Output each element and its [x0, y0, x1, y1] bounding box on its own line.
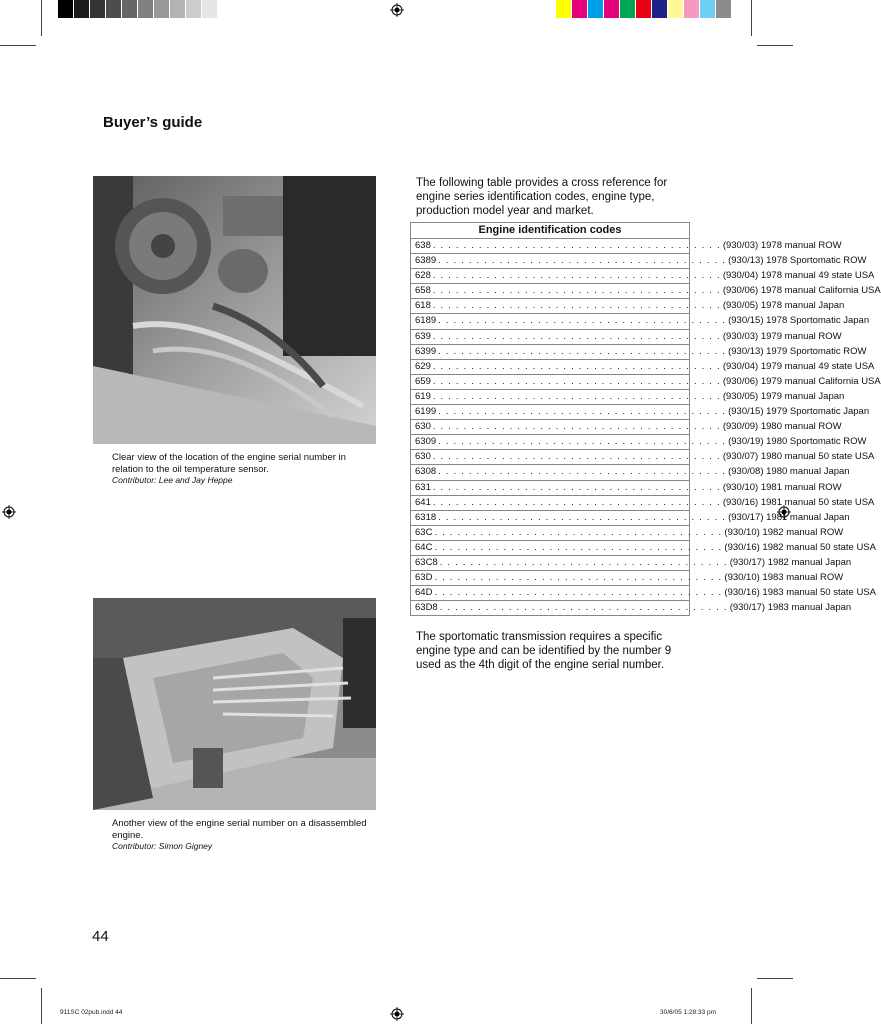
table-row	[411, 405, 870, 420]
table-row	[411, 345, 867, 360]
leader-dots: . . . . . . . . . . . . . . . . . . . . . . . . . . . . . . . . . . . . . .	[438, 436, 727, 448]
leader-dots: . . . . . . . . . . . . . . . . . . . . . . . . . . . . . . . . . . . . . .	[432, 360, 721, 372]
engine-code: 639	[415, 330, 431, 342]
engine-description: (930/15) 1979 Sportomatic Japan	[728, 406, 870, 418]
engine-code: 630	[415, 421, 431, 433]
color-swatch	[186, 0, 202, 18]
engine-description: (930/06) 1979 manual California USA	[722, 375, 881, 387]
table-row	[411, 284, 881, 299]
intro-paragraph: The following table provides a cross reference for engine series identification codes, engine type, production model year and market.	[416, 177, 668, 217]
engine-description: (930/19) 1980 Sportomatic ROW	[728, 436, 867, 448]
caption-contributor: Contributor: Lee and Jay Heppe	[112, 475, 233, 485]
engine-description: (930/10) 1982 manual ROW	[724, 526, 844, 538]
leader-dots: . . . . . . . . . . . . . . . . . . . . . . . . . . . . . . . . . . . . . .	[434, 541, 723, 553]
file-slug: 911SC 02pub.indd 44	[60, 1009, 123, 1016]
color-swatch	[74, 0, 90, 18]
engine-description: (930/13) 1979 Sportomatic ROW	[728, 345, 867, 357]
engine-code: 63D8	[415, 602, 438, 614]
color-swatch	[620, 0, 636, 18]
engine-code: 628	[415, 270, 431, 282]
table-row	[411, 450, 875, 465]
leader-dots: . . . . . . . . . . . . . . . . . . . . . . . . . . . . . . . . . . . . . .	[432, 481, 721, 493]
leader-dots: . . . . . . . . . . . . . . . . . . . . . . . . . . . . . . . . . . . . . .	[438, 511, 727, 523]
leader-dots: . . . . . . . . . . . . . . . . . . . . . . . . . . . . . . . . . . . . . .	[432, 330, 721, 342]
engine-description: (930/05) 1978 manual Japan	[722, 300, 845, 312]
color-swatch	[218, 0, 234, 18]
engine-code: 630	[415, 451, 431, 463]
engine-code: 638	[415, 240, 431, 251]
color-swatch	[716, 0, 732, 18]
leader-dots: . . . . . . . . . . . . . . . . . . . . . . . . . . . . . . . . . . . . . .	[432, 300, 721, 312]
leader-dots: . . . . . . . . . . . . . . . . . . . . . . . . . . . . . . . . . . . . . .	[432, 240, 721, 251]
engine-description: (930/08) 1980 manual Japan	[728, 466, 850, 478]
color-swatch	[122, 0, 138, 18]
color-swatch	[684, 0, 700, 18]
leader-dots: . . . . . . . . . . . . . . . . . . . . . . . . . . . . . . . . . . . . . .	[432, 496, 721, 508]
leader-dots: . . . . . . . . . . . . . . . . . . . . . . . . . . . . . . . . . . . . . .	[434, 572, 723, 584]
engine-description: (930/04) 1978 manual 49 state USA	[722, 270, 875, 282]
table-row	[411, 465, 850, 480]
figure-caption	[112, 818, 374, 853]
leader-dots: . . . . . . . . . . . . . . . . . . . . . . . . . . . . . . . . . . . . . .	[432, 451, 721, 463]
page-title: Buyer’s guide	[103, 114, 203, 131]
crop-mark	[757, 978, 793, 979]
leader-dots: . . . . . . . . . . . . . . . . . . . . . . . . . . . . . . . . . . . . . .	[438, 466, 727, 478]
engine-code: 64C	[415, 541, 433, 553]
crop-mark	[757, 45, 793, 46]
caption-contributor: Contributor: Simon Gigney	[112, 841, 213, 851]
page-number: 44	[92, 928, 109, 945]
engine-description: (930/13) 1978 Sportomatic ROW	[728, 255, 867, 267]
leader-dots: . . . . . . . . . . . . . . . . . . . . . . . . . . . . . . . . . . . . . .	[432, 375, 721, 387]
engine-code: 63C8	[415, 556, 438, 568]
leader-dots: . . . . . . . . . . . . . . . . . . . . . . . . . . . . . . . . . . . . . .	[432, 285, 721, 297]
engine-code: 658	[415, 285, 431, 297]
engine-description: (930/10) 1981 manual ROW	[722, 481, 842, 493]
engine-code: 63D	[415, 572, 433, 584]
table-body	[411, 239, 881, 616]
engine-description: (930/03) 1978 manual ROW	[722, 240, 842, 251]
table-row	[411, 420, 842, 435]
engine-code: 629	[415, 360, 431, 372]
table-row	[411, 601, 852, 616]
table-row	[411, 556, 852, 571]
registration-mark-icon	[390, 3, 404, 17]
table-row	[411, 360, 875, 375]
table-row	[411, 239, 842, 254]
engine-code: 6308	[415, 466, 437, 478]
engine-codes-table	[410, 222, 881, 616]
engine-description: (930/10) 1983 manual ROW	[724, 572, 844, 584]
table-row	[411, 481, 842, 496]
table-row	[411, 435, 867, 450]
color-swatch	[58, 0, 74, 18]
engine-description: (930/17) 1982 manual Japan	[729, 556, 852, 568]
engine-code: 64D	[415, 587, 433, 599]
disassembled-engine-photo	[93, 598, 376, 810]
print-timestamp: 30/6/05 1:28:33 pm	[660, 1009, 717, 1016]
engine-code: 631	[415, 481, 431, 493]
color-swatch	[668, 0, 684, 18]
engine-description: (930/16) 1981 manual 50 state USA	[722, 496, 875, 508]
leader-dots: . . . . . . . . . . . . . . . . . . . . . . . . . . . . . . . . . . . . . .	[439, 602, 728, 614]
engine-code: 6389	[415, 255, 437, 267]
color-swatch	[700, 0, 716, 18]
color-swatch	[90, 0, 106, 18]
engine-description: (930/05) 1979 manual Japan	[722, 390, 845, 402]
leader-dots: . . . . . . . . . . . . . . . . . . . . . . . . . . . . . . . . . . . . . .	[432, 390, 721, 402]
engine-code: 641	[415, 496, 431, 508]
leader-dots: . . . . . . . . . . . . . . . . . . . . . . . . . . . . . . . . . . . . . .	[438, 315, 727, 327]
crop-mark	[751, 988, 752, 1024]
leader-dots: . . . . . . . . . . . . . . . . . . . . . . . . . . . . . . . . . . . . . .	[438, 345, 727, 357]
table-row	[411, 269, 875, 284]
engine-description: (930/16) 1982 manual 50 state USA	[724, 541, 876, 553]
table-row	[411, 571, 844, 586]
engine-code: 63C	[415, 526, 433, 538]
leader-dots: . . . . . . . . . . . . . . . . . . . . . . . . . . . . . . . . . . . . . .	[432, 270, 721, 282]
color-swatch	[138, 0, 154, 18]
color-swatch	[636, 0, 652, 18]
engine-code: 618	[415, 300, 431, 312]
table-title: Engine identification codes	[411, 223, 689, 239]
engine-code: 6318	[415, 511, 437, 523]
crop-mark	[751, 0, 752, 36]
crop-mark	[0, 978, 36, 979]
leader-dots: . . . . . . . . . . . . . . . . . . . . . . . . . . . . . . . . . . . . . .	[434, 526, 723, 538]
registration-mark-icon	[390, 1007, 404, 1021]
grayscale-color-bar	[58, 0, 234, 18]
table-row	[411, 496, 875, 511]
table-row	[411, 314, 870, 329]
process-color-bar	[556, 0, 732, 18]
color-swatch	[556, 0, 572, 18]
color-swatch	[604, 0, 620, 18]
engine-description: (930/17) 1981 manual Japan	[728, 511, 850, 523]
color-swatch	[652, 0, 668, 18]
engine-description: (930/15) 1978 Sportomatic Japan	[728, 315, 870, 327]
engine-code: 619	[415, 390, 431, 402]
leader-dots: . . . . . . . . . . . . . . . . . . . . . . . . . . . . . . . . . . . . . .	[434, 587, 723, 599]
leader-dots: . . . . . . . . . . . . . . . . . . . . . . . . . . . . . . . . . . . . . .	[438, 406, 727, 418]
crop-mark	[0, 45, 36, 46]
crop-mark	[41, 0, 42, 36]
engine-code: 659	[415, 375, 431, 387]
engine-description: (930/17) 1983 manual Japan	[729, 602, 852, 614]
engine-description: (930/06) 1978 manual California USA	[722, 285, 881, 297]
sportomatic-paragraph: The sportomatic transmission requires a specific engine type and can be identified by the number 9 used as the 4th digit of the engine serial number.	[416, 631, 672, 671]
color-swatch	[202, 0, 218, 18]
table-row	[411, 541, 876, 556]
engine-code: 6399	[415, 345, 437, 357]
engine-description: (930/04) 1979 manual 49 state USA	[722, 360, 875, 372]
table-row	[411, 511, 850, 526]
leader-dots: . . . . . . . . . . . . . . . . . . . . . . . . . . . . . . . . . . . . . .	[439, 556, 728, 568]
figure-caption	[112, 452, 374, 487]
color-swatch	[572, 0, 588, 18]
engine-code: 6199	[415, 406, 437, 418]
table-row	[411, 254, 867, 269]
table-row	[411, 299, 845, 314]
engine-description: (930/09) 1980 manual ROW	[722, 421, 842, 433]
color-swatch	[170, 0, 186, 18]
color-swatch	[588, 0, 604, 18]
table-row	[411, 586, 876, 601]
color-swatch	[154, 0, 170, 18]
caption-text: Clear view of the location of the engine serial number in relation to the oil temperature sensor.	[112, 452, 346, 475]
table-row	[411, 330, 842, 345]
engine-code: 6189	[415, 315, 437, 327]
engine-code: 6309	[415, 436, 437, 448]
leader-dots: . . . . . . . . . . . . . . . . . . . . . . . . . . . . . . . . . . . . . .	[432, 421, 721, 433]
color-swatch	[106, 0, 122, 18]
leader-dots: . . . . . . . . . . . . . . . . . . . . . . . . . . . . . . . . . . . . . .	[438, 255, 727, 267]
engine-description: (930/03) 1979 manual ROW	[722, 330, 842, 342]
registration-mark-icon	[2, 505, 16, 519]
caption-text: Another view of the engine serial number on a disassembled engine.	[112, 818, 367, 841]
engine-serial-photo	[93, 176, 376, 444]
table-row	[411, 375, 881, 390]
crop-mark	[41, 988, 42, 1024]
table-row	[411, 526, 844, 541]
engine-description: (930/16) 1983 manual 50 state USA	[724, 587, 876, 599]
engine-description: (930/07) 1980 manual 50 state USA	[722, 451, 875, 463]
table-row	[411, 390, 845, 405]
